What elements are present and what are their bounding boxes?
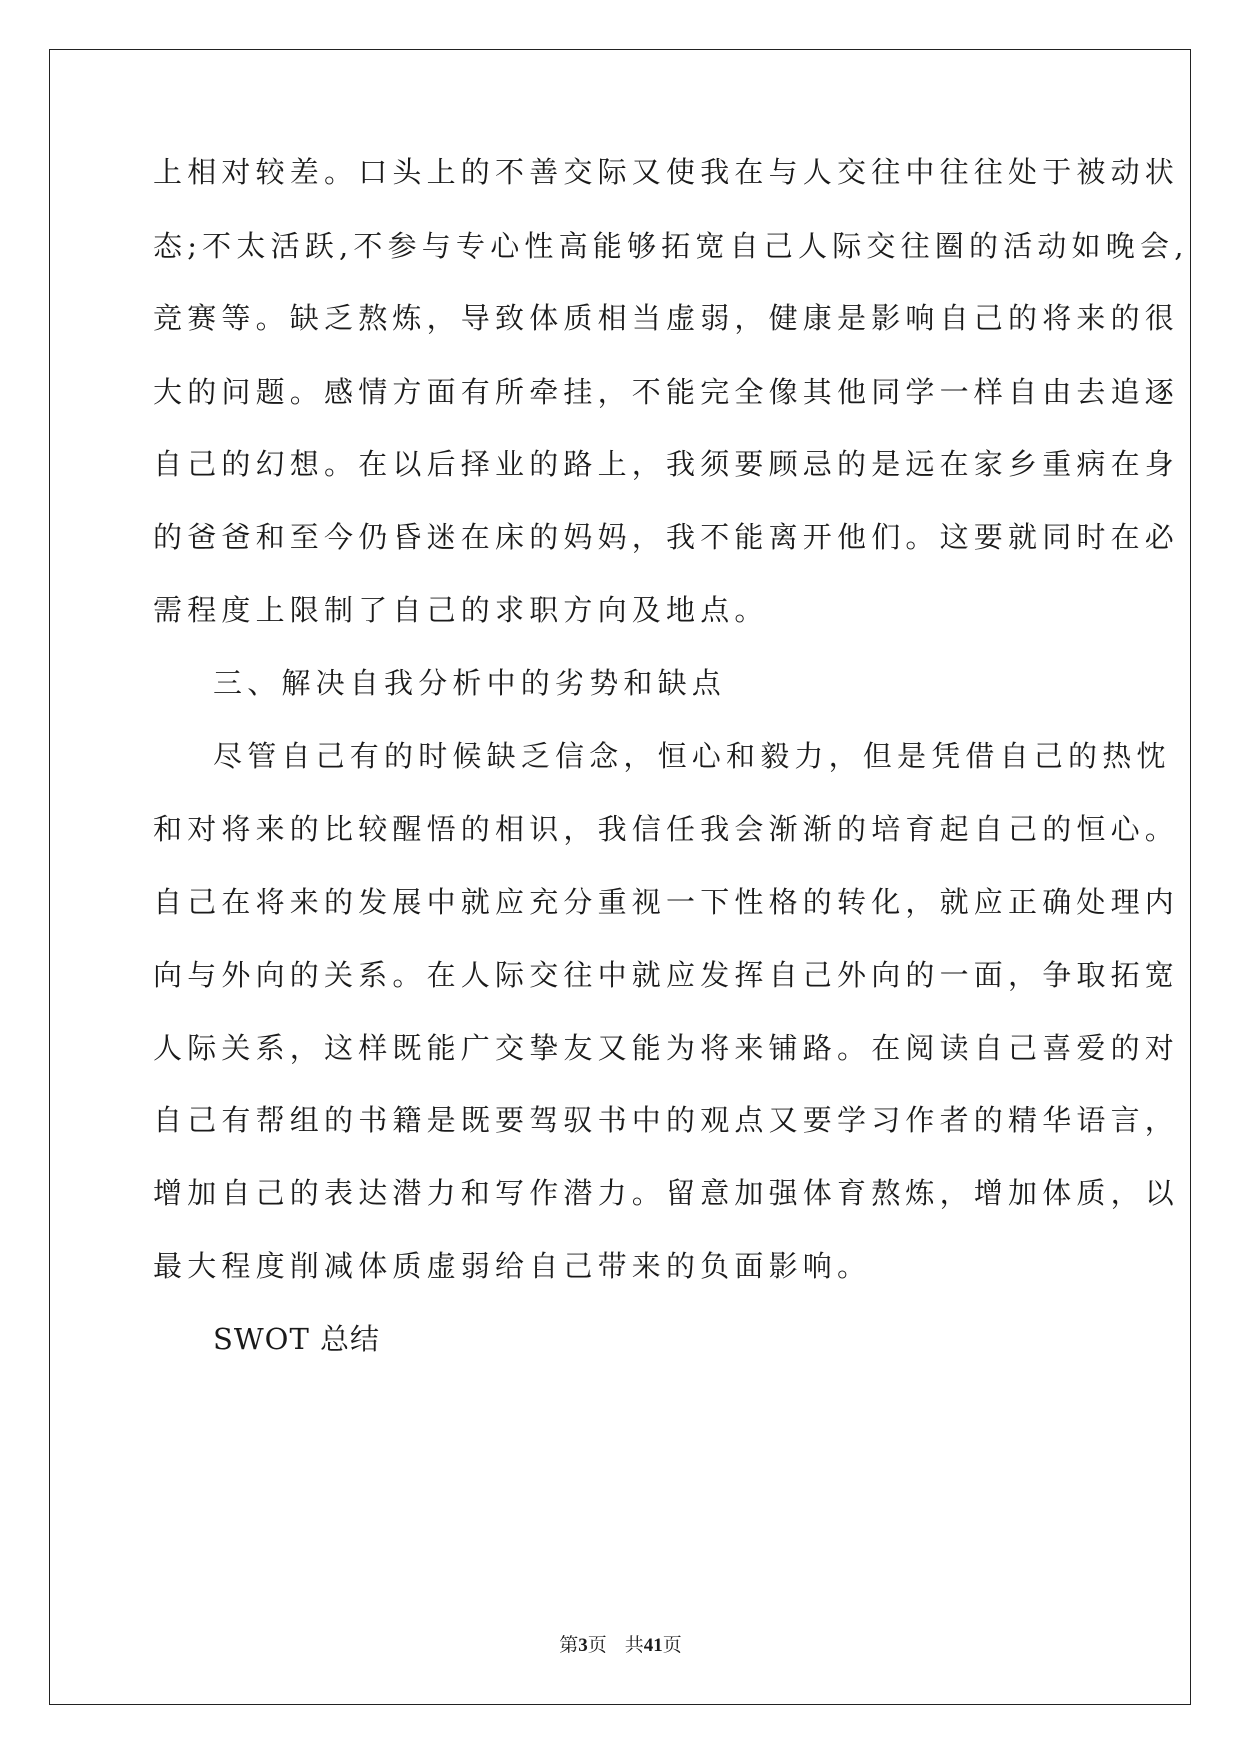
footer-prefix: 第 <box>559 1634 579 1656</box>
body-line: 人际关系，这样既能广交挚友又能为将来铺路。在阅读自己喜爱的对 <box>153 1031 1180 1065</box>
body-line: 增加自己的表达潜力和写作潜力。留意加强体育熬炼，增加体质，以 <box>153 1176 1180 1210</box>
page-border <box>49 49 1191 1705</box>
body-line: 自己的幻想。在以后择业的路上，我须要顾忌的是远在家乡重病在身 <box>153 447 1180 481</box>
footer-page-suffix: 页 <box>587 1634 607 1656</box>
body-line: 的爸爸和至今仍昏迷在床的妈妈，我不能离开他们。这要就同时在必 <box>153 520 1180 554</box>
footer-total-suffix: 页 <box>662 1634 682 1656</box>
current-page-number: 3 <box>578 1635 588 1656</box>
body-line: 大的问题。感情方面有所牵挂，不能完全像其他同学一样自由去追逐 <box>153 375 1180 409</box>
body-line: 最大程度削减体质虚弱给自己带来的负面影响。 <box>153 1249 872 1283</box>
footer-total-prefix: 共 <box>624 1634 644 1656</box>
body-line: 和对将来的比较醒悟的相识，我信任我会渐渐的培育起自己的恒心。 <box>153 812 1180 846</box>
section-heading: 三、解决自我分析中的劣势和缺点 <box>213 666 727 700</box>
body-line: 上相对较差。口头上的不善交际又使我在与人交往中往往处于被动状 <box>153 155 1180 189</box>
body-line: 自己有帮组的书籍是既要驾驭书中的观点又要学习作者的精华语言， <box>153 1103 1180 1137</box>
total-page-count: 41 <box>643 1635 663 1656</box>
body-line: 向与外向的关系。在人际交往中就应发挥自己外向的一面，争取拓宽 <box>153 958 1180 992</box>
swot-summary-heading: SWOT 总结 <box>213 1322 381 1356</box>
paragraph-first-line: 尽管自己有的时候缺乏信念，恒心和毅力，但是凭借自己的热忱 <box>213 739 1171 773</box>
page-footer <box>0 1633 1241 1658</box>
body-line: 自己在将来的发展中就应充分重视一下性格的转化，就应正确处理内 <box>153 885 1180 919</box>
body-line: 需程度上限制了自己的求职方向及地点。 <box>153 593 769 627</box>
body-line: 竞赛等。缺乏熬炼，导致体质相当虚弱，健康是影响自己的将来的很 <box>153 301 1180 335</box>
body-line: 态;不太活跃,不参与专心性高能够拓宽自己人际交往圈的活动如晚会, <box>153 229 1189 263</box>
